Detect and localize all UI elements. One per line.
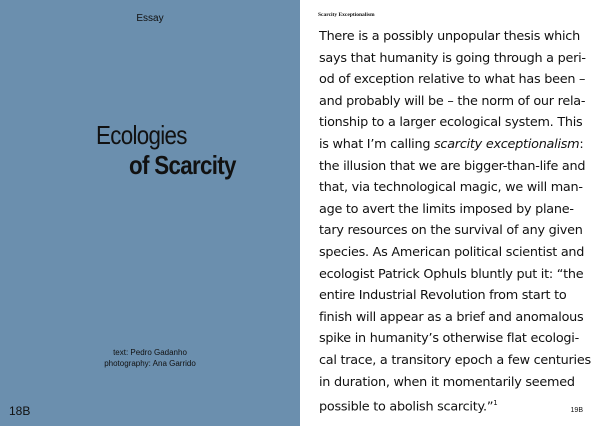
body-line: finish will appear as a brief and anomalous: [319, 309, 584, 325]
body-line: spike in humanity’s otherwise flat ecologi-: [319, 331, 579, 347]
body-text: [319, 26, 594, 418]
article-title-line-1: Ecologies: [96, 120, 187, 150]
body-line: tary resources on the survival of any given: [319, 223, 583, 239]
footnote-marker: 1: [493, 399, 498, 408]
photo-credit: photography: Ana Garrido: [104, 359, 196, 368]
body-line: There is a possibly unpopular thesis which: [319, 29, 580, 44]
body-line-text: possible to abolish scarcity.”: [319, 399, 494, 415]
body-line-text: is what I’m calling: [319, 136, 435, 152]
body-line: that, via technological magic, we will man-: [319, 180, 583, 196]
body-line-text: :: [579, 136, 584, 152]
emphasized-term: scarcity exceptionalism: [434, 136, 580, 152]
running-head: Scarcity Exceptionalism: [318, 12, 375, 18]
body-line: ecologist Patrick Ophuls bluntly put it: “the: [319, 266, 584, 282]
body-line: [319, 134, 594, 156]
section-label: Essay: [136, 13, 164, 24]
right-page-number: 19B: [570, 407, 583, 414]
body-line: the illusion that we are bigger-than-life and: [319, 158, 586, 174]
article-title-line-2: of Scarcity: [129, 150, 236, 180]
body-line: and probably will be – the norm of our rela-: [319, 93, 586, 109]
body-line: age to avert the limits imposed by plane-: [319, 201, 574, 217]
body-line: tionship to a larger ecological system. This: [319, 115, 583, 131]
body-line: od of exception relative to what has been –: [319, 72, 586, 88]
body-line: in duration, when it momentarily seemed: [319, 374, 575, 390]
body-line: says that humanity is going through a peri-: [319, 50, 586, 66]
left-page-number: 18B: [9, 404, 31, 418]
body-line: species. As American political scientist and: [319, 244, 585, 260]
body-line: cal trace, a transitory epoch a few centuries: [319, 352, 591, 368]
body-line: entire Industrial Revolution from start to: [319, 288, 567, 304]
body-line: [319, 393, 594, 418]
credits: [0, 347, 300, 369]
right-page: [300, 0, 600, 426]
text-credit: text: Pedro Gadanho: [113, 348, 187, 357]
